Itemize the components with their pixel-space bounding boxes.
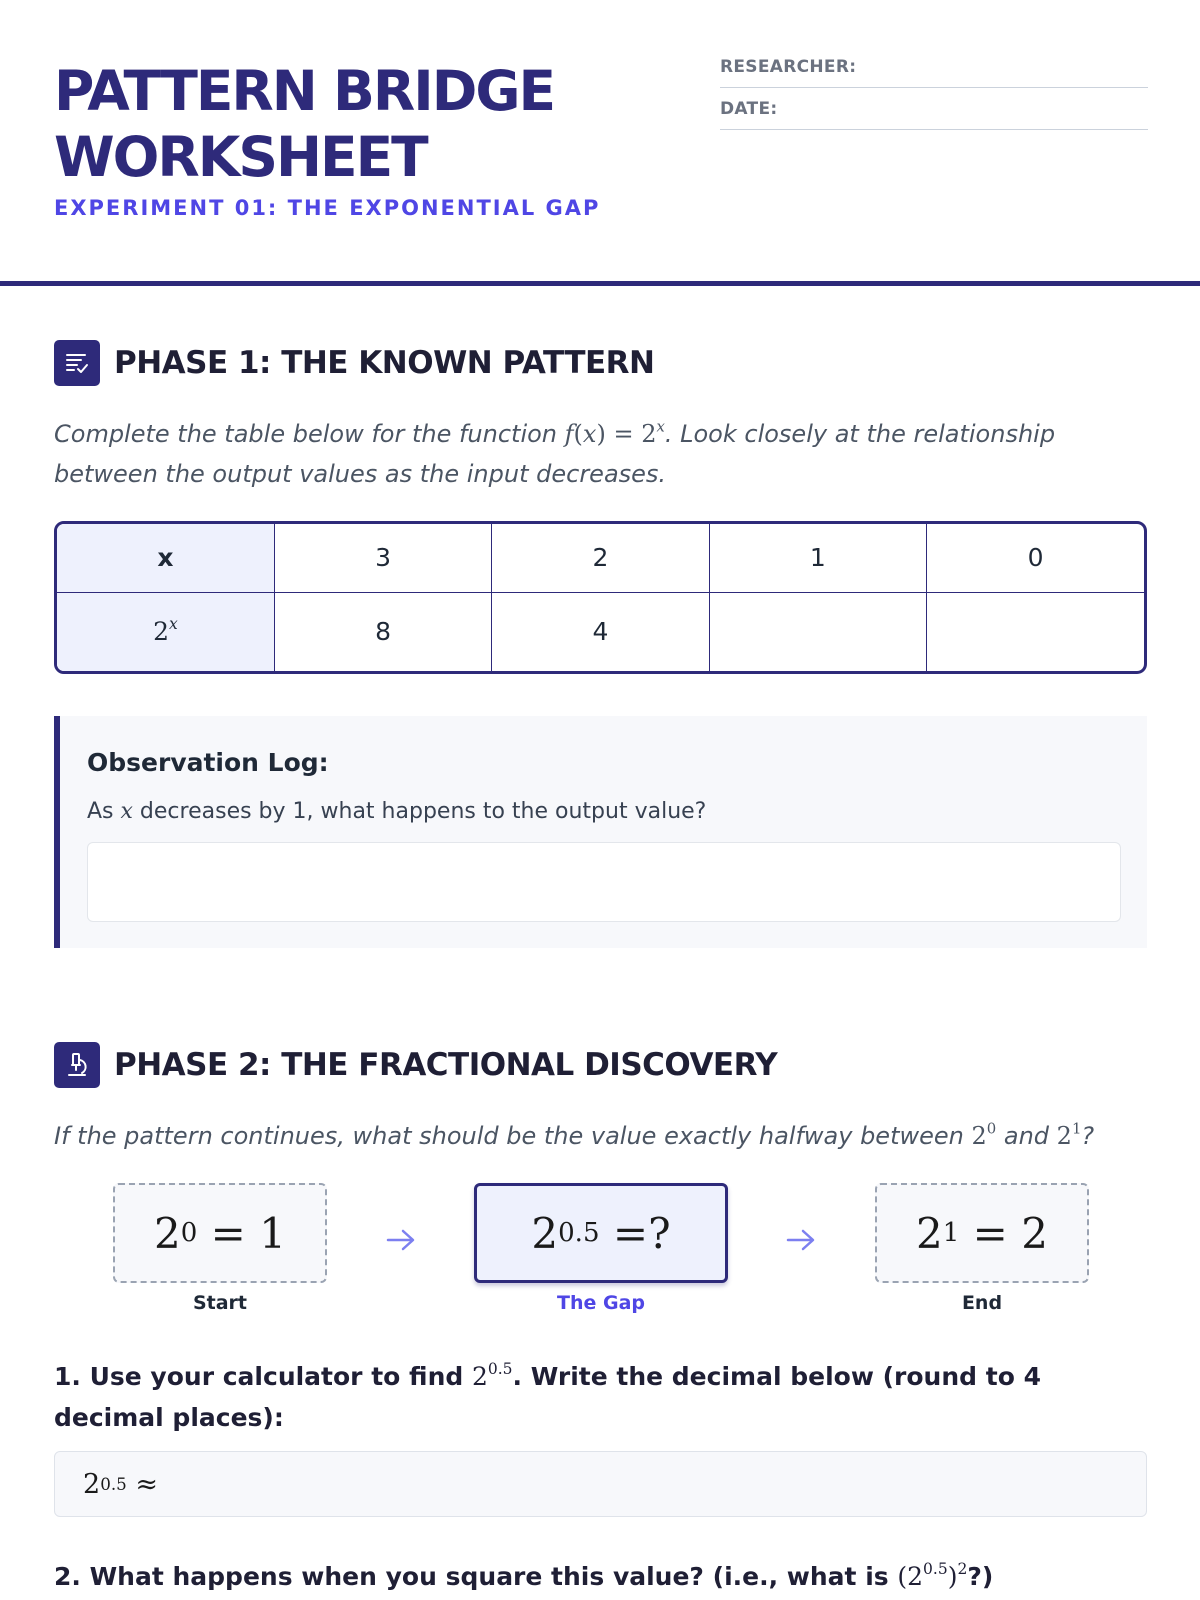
question-2-a: 2. What happens when you square this value? (i.e., what is: [54, 1562, 898, 1591]
output-header-cell: 2$^x$: [57, 592, 274, 671]
question-2-b: ?): [967, 1562, 994, 1591]
table-row-output: [57, 592, 1144, 671]
date-field[interactable]: [720, 94, 1148, 130]
squared-expression: $(2^{0.5})^2$: [897, 1560, 968, 1591]
observation-log: [54, 716, 1147, 948]
arrow-right-icon: [784, 1228, 818, 1252]
end-label: End: [961, 1292, 1003, 1314]
x-value-cell: 0: [927, 524, 1144, 592]
function-formula: $f(x) = 2^x$: [564, 417, 665, 448]
question-1: [54, 1356, 1154, 1438]
observation-answer-field[interactable]: [87, 842, 1121, 922]
phase1-heading: [54, 340, 654, 386]
phase2-intro-and: and: [996, 1122, 1057, 1150]
gap-box: 2 0.5 =?: [474, 1183, 728, 1283]
researcher-field[interactable]: [720, 52, 1148, 88]
output-value-cell: 8: [274, 592, 491, 671]
title-line-1: PATTERN BRIDGE: [54, 59, 555, 123]
phase2-heading: [54, 1042, 777, 1088]
microscope-icon: [54, 1042, 100, 1088]
phase1-instructions: [54, 414, 1154, 494]
phase2-intro-end: ?: [1081, 1122, 1095, 1150]
question-1-answer-field[interactable]: 2 0.5 ≈: [54, 1451, 1147, 1517]
start-label: Start: [192, 1292, 248, 1314]
output-answer-cell[interactable]: [709, 592, 926, 671]
phase1-intro-b: . Look closely at the relationship between the output values as the input decreases.: [54, 420, 1056, 488]
phase2-title: PHASE 2: THE FRACTIONAL DISCOVERY: [114, 1047, 778, 1083]
checklist-icon: [54, 340, 100, 386]
x-value-cell: 3: [274, 524, 491, 592]
observation-question: [87, 799, 706, 824]
observation-question-a: As: [87, 799, 121, 824]
x-header-cell: x: [57, 524, 274, 592]
gap-label: The Gap: [556, 1292, 645, 1314]
researcher-meta: [720, 52, 1148, 136]
arrow-right-icon: [384, 1228, 418, 1252]
power-2-1: $2^1$: [1056, 1119, 1082, 1150]
output-value-cell: 4: [492, 592, 709, 671]
question-1-b: . Write the decimal below (round to 4 decimal places):: [54, 1362, 1041, 1432]
power-2-half: $2^{0.5}$: [471, 1360, 513, 1391]
output-answer-cell[interactable]: [927, 592, 1144, 671]
date-label: DATE:: [720, 99, 778, 119]
worksheet-title: [54, 58, 674, 190]
power-2-0: $2^0$: [971, 1119, 997, 1150]
phase2-intro-a: If the pattern continues, what should be the value exactly halfway between: [54, 1122, 972, 1150]
table-row-x: [57, 524, 1144, 592]
phase1-intro-a: Complete the table below for the function: [54, 420, 565, 448]
observation-variable: x: [120, 799, 133, 824]
start-box: 2 0 = 1: [113, 1183, 327, 1283]
end-box: 2 1 = 2: [875, 1183, 1089, 1283]
values-table: [54, 521, 1147, 674]
x-value-cell: 1: [709, 524, 926, 592]
researcher-label: RESEARCHER:: [720, 57, 857, 77]
title-line-2: WORKSHEET: [54, 125, 427, 189]
observation-title: Observation Log:: [87, 748, 329, 777]
question-2: [54, 1556, 1154, 1597]
phase2-instructions: [54, 1116, 1154, 1156]
observation-question-b: decreases by 1, what happens to the output value?: [132, 799, 707, 824]
question-1-a: 1. Use your calculator to find: [54, 1362, 472, 1391]
experiment-subtitle: EXPERIMENT 01: THE EXPONENTIAL GAP: [54, 196, 601, 220]
x-value-cell: 2: [492, 524, 709, 592]
phase1-title: PHASE 1: THE KNOWN PATTERN: [114, 345, 655, 381]
worksheet-header: [0, 0, 1200, 286]
